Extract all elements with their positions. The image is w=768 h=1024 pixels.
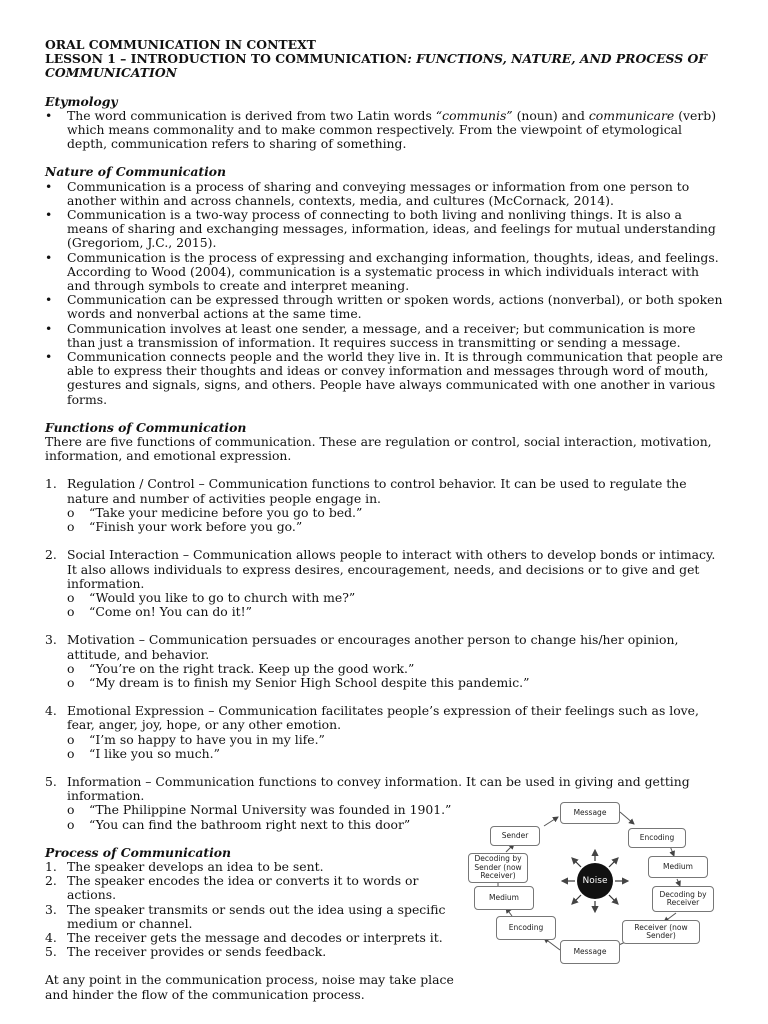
node-receiver-now-sender: Receiver (now Sender) [622,920,700,944]
example-text: “My dream is to finish my Senior High School despite this pandemic.” [89,674,530,690]
function-example [45,676,725,690]
function-number: 3. [45,632,57,648]
step-number: 4. [45,929,57,945]
process-section [45,846,455,1002]
function-example [45,605,725,619]
function-example [45,747,725,761]
etymology-text-2: (noun) and [512,107,589,123]
node-message-top: Message [560,802,620,824]
step-number: 1. [45,858,57,874]
noise-arrow-up-left [572,858,581,867]
function-number: 5. [45,773,57,789]
nature-heading: Nature of Communication [45,164,227,180]
step-number: 3. [45,901,57,917]
process-closing: At any point in the communication process, noise may take place and hinder the flow of the communication process. [45,972,454,1002]
etymology-heading: Etymology [45,93,118,109]
process-step [45,903,455,931]
node-medium-left: Medium [474,886,534,910]
function-example [45,662,725,676]
nature-item: • Communication connects people and the world they live in. It is through communication that people are able to express their thoughts and ideas or convey information and messages through word of mouth, gestures and signals, signs, and others. People have always communicated with one another in various forms. [45,350,725,407]
node-decoding-receiver: Decoding by Receiver [652,886,714,912]
step-text: The receiver provides or sends feedback. [67,944,327,960]
function-text: Regulation / Control – Communication functions to control behavior. It can be used to regulate the nature and number of activities people engage in. [67,476,687,506]
nature-list [45,180,725,407]
process-step [45,931,455,945]
etymology-text-3: (verb) which means commonality and to make common respectively. From the viewpoint of etymological depth, communication refers to sharing of something. [67,107,717,152]
course-title: ORAL COMMUNICATION IN CONTEXT [45,37,316,52]
process-step [45,860,455,874]
example-text: “Come on! You can do it!” [89,604,252,620]
noise-node: Noise [577,863,613,899]
lesson-title [45,52,725,80]
function-number: 1. [45,476,57,492]
function-example [45,506,725,520]
noise-arrow-down-right [609,895,618,904]
circle-bullet-icon: o [67,731,75,747]
function-example [45,591,725,605]
example-text: “You can find the bathroom right next to this door” [89,816,411,832]
nature-item: • Communication can be expressed through written or spoken words, actions (nonverbal), or both spoken words and nonverbal actions at the same time. [45,293,725,321]
example-text: “Would you like to go to church with me?” [89,589,356,605]
communication-process-diagram [462,798,724,968]
function-text: Information – Communication functions to convey information. It can be used in giving and getting information. [67,773,690,804]
step-text: The receiver gets the message and decodes or interprets it. [67,929,443,945]
functions-heading: Functions of Communication [45,419,247,435]
function-text: Motivation – Communication persuades or encourages another person to change his/her opinion, attitude, and behavior. [67,632,679,662]
node-decoding-sender: Decoding by Sender (now Receiver) [468,853,528,883]
example-text: “I’m so happy to have you in my life.” [89,731,325,747]
example-text: “Take your medicine before you go to bed.” [89,504,363,520]
example-text: “You’re on the right track. Keep up the good work.” [89,660,415,676]
arrow-medium-to-decoding [677,879,680,886]
etymology-item [45,109,725,152]
process-step [45,874,455,902]
lesson-subtitle: : FUNCTIONS, NATURE, AND PROCESS OF COMMUNICATION [45,51,708,81]
circle-bullet-icon: o [67,660,75,676]
function-number: 2. [45,547,57,563]
circle-bullet-icon: o [67,745,75,761]
etymology-list [45,109,725,152]
circle-bullet-icon: o [67,604,75,620]
function-item-social-interaction [45,548,725,591]
lesson-prefix: LESSON 1 – INTRODUCTION TO COMMUNICATION [45,51,408,67]
example-text: “Finish your work before you go.” [89,519,303,535]
circle-bullet-icon: o [67,589,75,605]
node-message-bottom: Message [560,940,620,964]
node-encoding-left: Encoding [496,916,556,940]
step-text: The speaker develops an idea to be sent. [67,858,324,874]
function-text: Social Interaction – Communication allows people to interact with others to develop bonds or intimacy. It also allows individuals to express desires, encouragement, needs, and decisions or to give and get information. [67,547,716,591]
function-number: 4. [45,703,57,719]
circle-bullet-icon: o [67,816,75,832]
nature-item: • Communication is a two-way process of connecting to both living and nonliving things. It is also a means of sharing and exchanging messages, information, ideas, and feelings for mutual understanding (Gregoriom, J.C., 2015). [45,208,725,251]
latin-word-communicare: communicare [588,107,675,123]
circle-bullet-icon: o [67,674,75,690]
function-example [45,733,725,747]
process-heading: Process of Communication [45,844,232,860]
circle-bullet-icon: o [67,504,75,520]
arrow-sender-to-message [544,817,558,826]
step-number: 2. [45,873,57,889]
node-medium-right: Medium [648,856,708,878]
step-text: The speaker transmits or sends out the idea using a specific medium or channel. [67,901,446,931]
function-text: Emotional Expression – Communication facilitates people’s expression of their feelings such as love, fear, anger, joy, hope, or any other emotion. [67,703,699,733]
function-item-motivation [45,633,725,661]
nature-item: • Communication involves at least one sender, a message, and a receiver; but communication is more than just a transmission of information. It requires success in transmitting or sending a message. [45,322,725,350]
noise-arrow-down-left [572,895,581,904]
functions-intro: There are five functions of communication. These are regulation or control, social interaction, motivation, information, and emotional expression. [45,434,712,464]
process-step [45,945,455,959]
noise-arrow-up-right [609,858,618,867]
function-example [45,520,725,534]
example-text: “The Philippine Normal University was founded in 1901.” [89,802,452,818]
circle-bullet-icon: o [67,802,75,818]
node-encoding-right: Encoding [628,828,686,848]
etymology-text-1: The word communication is derived from two Latin words [67,107,436,123]
node-sender: Sender [490,826,540,846]
latin-word-communis: “communis” [435,107,513,123]
function-item-regulation [45,477,725,505]
step-text: The speaker encodes the idea or converts it to words or actions. [67,873,419,903]
example-text: “I like you so much.” [89,745,220,761]
nature-item: • Communication is the process of expressing and exchanging information, thoughts, ideas, and feelings. According to Wood (2004), communication is a systematic process in which individuals interact with and through symbols to create and interpret meaning. [45,251,725,294]
step-number: 5. [45,944,57,960]
circle-bullet-icon: o [67,519,75,535]
nature-item: • Communication is a process of sharing and conveying messages or information from one person to another within and across channels, contexts, media, and cultures (McCornack, 2014). [45,180,725,208]
arrow-message-to-encoding [620,812,634,824]
function-item-emotional-expression [45,704,725,732]
